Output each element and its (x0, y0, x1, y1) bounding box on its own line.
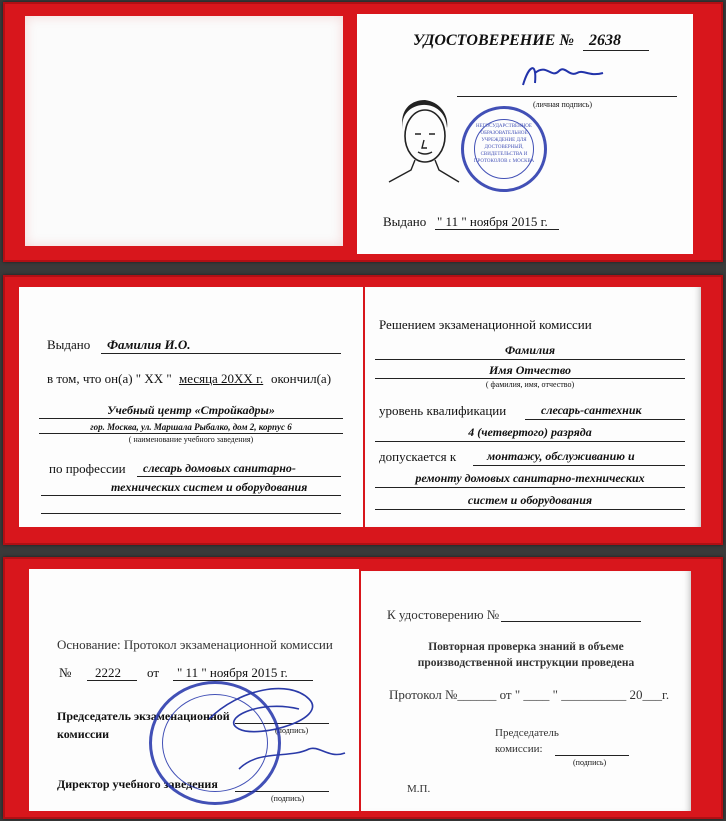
details-left-page (19, 287, 363, 527)
commission-decision: Решением экзаменационной комиссии (379, 317, 592, 332)
center-address: гор. Москва, ул. Маршала Рыбалко, дом 2, корпус 6 (90, 422, 292, 432)
protocol-blank-line: Протокол №______ от " ____ " __________ 20___г. (389, 687, 670, 702)
right-chairman-label-1: Председатель (495, 727, 559, 739)
signature-mark (517, 59, 607, 91)
chairman-label-2: комиссии (57, 727, 110, 741)
center-line (39, 418, 343, 419)
right-chairman-label-2: комиссии: (495, 743, 543, 755)
certificate-title-page (357, 14, 693, 254)
director-label: Директор учебного заведения (57, 777, 218, 791)
qualification-value: слесарь-сантехник (541, 403, 642, 417)
portrait-photo (385, 90, 461, 188)
admitted-line-2: ремонту домовых санитарно-технических (415, 471, 645, 485)
address-line (39, 433, 343, 434)
issued-to-label: Выдано (47, 337, 91, 352)
protocol-date: " 11 " ноября 2015 г. (177, 665, 288, 680)
director-sign-caption: (подпись) (271, 794, 305, 803)
details-right-page (365, 287, 701, 527)
recheck-line-2: производственной инструкции проведена (417, 657, 635, 669)
holder-name: Фамилия И.О. (107, 337, 191, 352)
profession-line-1-rule (137, 476, 341, 477)
surname-line (375, 359, 685, 360)
right-chairman-sign-line (555, 755, 629, 756)
signature-scribble (199, 679, 349, 789)
admitted-line-1-rule (473, 465, 685, 466)
admitted-line-1: монтажу, обслуживанию и (487, 449, 635, 463)
number-underline (583, 50, 649, 51)
certificate-cover-spread (3, 2, 723, 262)
training-center: Учебный центр «Стройкадры» (107, 403, 275, 417)
month-year: месяца 20XX г. (179, 371, 264, 386)
holder-surname: Фамилия (504, 343, 556, 357)
certificate-basis-spread (3, 557, 723, 819)
seal-place-label: М.П. (407, 783, 431, 795)
holder-name-line (101, 353, 341, 354)
grade-line (375, 441, 685, 442)
issued-date-underline (435, 229, 559, 230)
holder-given-names: Имя Отчество (488, 363, 572, 377)
signature-line (457, 96, 677, 97)
to-certificate-label: К удостоверению № (387, 607, 500, 622)
protocol-from-label: от (147, 665, 160, 680)
certificate-number: 2638 (589, 32, 621, 49)
profession-label: по профессии (49, 461, 126, 476)
given-line (375, 378, 685, 379)
admitted-line-3: систем и оборудования (467, 493, 593, 507)
name-caption: ( фамилия, имя, отчество) (485, 380, 575, 389)
official-stamp (461, 106, 547, 192)
issued-date: " 11 " ноября 2015 г. (437, 214, 548, 229)
finished-label: окончил(а) (271, 371, 332, 386)
grade-value: 4 (четвертого) разряда (468, 425, 592, 439)
signature-caption: (личная подпись) (533, 100, 593, 109)
certificate-title: УДОСТОВЕРЕНИЕ № (413, 32, 574, 49)
issued-label: Выдано (383, 214, 427, 229)
basis-left-page (29, 569, 359, 811)
cover-inner-left-page (25, 16, 343, 246)
protocol-number-line (87, 680, 137, 681)
admitted-line-2-rule (375, 487, 685, 488)
qualification-label: уровень квалификации (379, 403, 507, 418)
basis-right-page (361, 571, 691, 811)
protocol-no-label: № (59, 665, 72, 680)
profession-line-1: слесарь домовых санитарно- (143, 461, 296, 475)
profession-line-2-rule (41, 495, 341, 496)
center-caption: ( наименование учебного заведения) (128, 435, 254, 444)
recheck-line-1: Повторная проверка знаний в объеме (428, 641, 624, 653)
admitted-label: допускается к (379, 449, 457, 464)
right-sign-caption: (подпись) (573, 758, 607, 767)
profession-line-2: технических систем и оборудования (111, 480, 308, 494)
admitted-line-3-rule (375, 509, 685, 510)
certificate-details-spread (3, 275, 723, 545)
protocol-number: 2222 (95, 665, 121, 680)
profession-blank-rule (41, 513, 341, 514)
to-certificate-line (501, 621, 641, 622)
basis-text: Основание: Протокол экзаменационной комиссии (57, 637, 333, 652)
qualification-line (525, 419, 685, 420)
stamp-text: НЕГОСУДАРСТВЕННОЕ ОБРАЗОВАТЕЛЬНОЕ УЧРЕЖДЕНИЕ ДЛЯ ДОСТОВЕРНЫЙ, СВИДЕТЕЛЬСТВА И ПРОТОКОЛОВ г. МОСКВА (473, 124, 535, 164)
chairman-sign-caption: (подпись) (275, 726, 309, 735)
that-prefix: в том, что он(а) " XX " (47, 371, 172, 386)
chairman-label-1: Председатель экзаменационной (57, 709, 230, 723)
